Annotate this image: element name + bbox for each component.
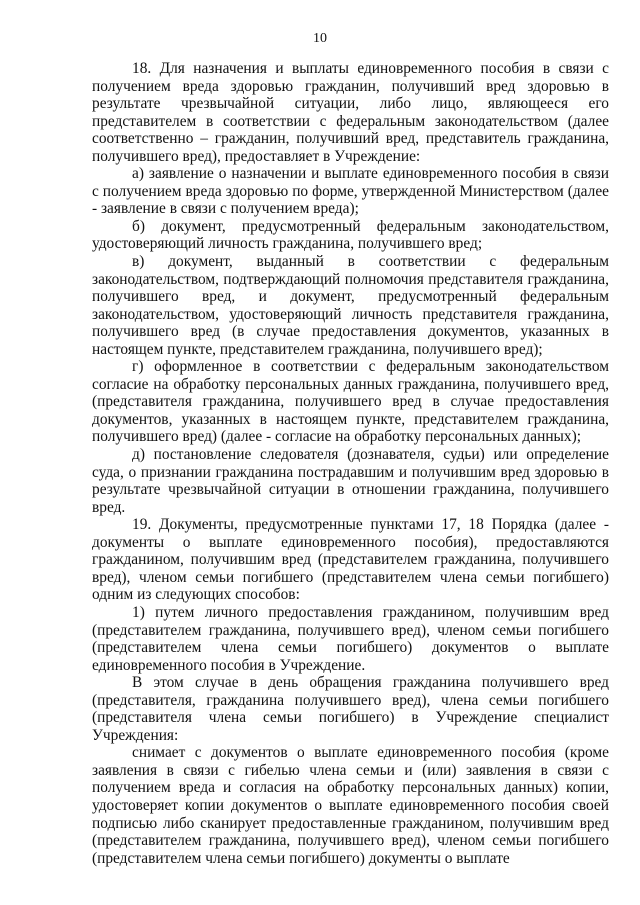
list-item-v: в) документ, выданный в соответствии с федеральным законодательством, подтверждающий полномочия представителя гражданина, получившего вред, и документ, предусмотренный федеральным законодательством, удостоверяющий личность представителя гражданина, получившего вред (в случае предоставления документов, указанных в настоящем пункте, представителем гражданина, получившего вред); xyxy=(92,253,609,358)
list-item-a: а) заявление о назначении и выплате единовременного пособия в связи с получением вреда здоровью по форме, утвержденной Министерством (далее - заявление в связи с получением вреда); xyxy=(92,165,609,218)
list-item-b: б) документ, предусмотренный федеральным законодательством, удостоверяющий личность гражданина, получившего вред; xyxy=(92,217,609,253)
document-body xyxy=(92,60,609,867)
list-item-d: д) постановление следователя (дознавателя, судьи) или определение суда, о признании гражданина пострадавшим и получившим вред здоровью в результате чрезвычайной ситуации в отношении гражданина, получившего вред. xyxy=(92,446,609,516)
paragraph-19-intro: 19. Документы, предусмотренные пунктами 17, 18 Порядка (далее - документы о выплате единовременного пособия), предоставляются гражданином, получившим вред (представителем гражданина, получившего вред), членом семьи погибшего (представителем члена семьи погибшего) одним из следующих способов: xyxy=(92,516,609,604)
paragraph-18-intro: 18. Для назначения и выплаты единовременного пособия в связи с получением вреда здоровью гражданин, получивший вред здоровью в результате чрезвычайной ситуации, либо лицо, являющееся его представителем в соответствии с федеральным законодательством (далее соответственно – гражданин, получивший вред, представитель гражданина, получившего вред), предоставляет в Учреждение: xyxy=(92,60,609,165)
page-number: 10 xyxy=(313,31,327,46)
paragraph-in-this-case: В этом случае в день обращения гражданина получившего вред (представителя, гражданина получившего вред), члена семьи погибшего (представителя члена семьи погибшего) в Учреждение специалист Учреждения: xyxy=(92,674,609,744)
paragraph-copies: снимает с документов о выплате единовременного пособия (кроме заявления в связи с гибелью члена семьи и (или) заявления в связи с получением вреда и согласия на обработку персональных данных) копии, удостоверяет копии документов о выплате единовременного пособия своей подписью либо сканирует предоставленные гражданином, получившим вред (представителем гражданина, получившего вред), членом семьи погибшего (представителем члена семьи погибшего) документы о выплате xyxy=(92,744,609,867)
list-item-g: г) оформленное в соответствии с федеральным законодательством согласие на обработку персональных данных гражданина, получившего вред, (представителя гражданина, получившего вред в случае предоставления документов, указанных в настоящем пункте, представителем гражданина, получившего вред) (далее - согласие на обработку персональных данных); xyxy=(92,358,609,446)
list-item-1: 1) путем личного предоставления гражданином, получившим вред (представителем гражданина, получившего вред), членом семьи погибшего (представителем члена семьи погибшего) документов о выплате единовременного пособия в Учреждение. xyxy=(92,603,609,674)
